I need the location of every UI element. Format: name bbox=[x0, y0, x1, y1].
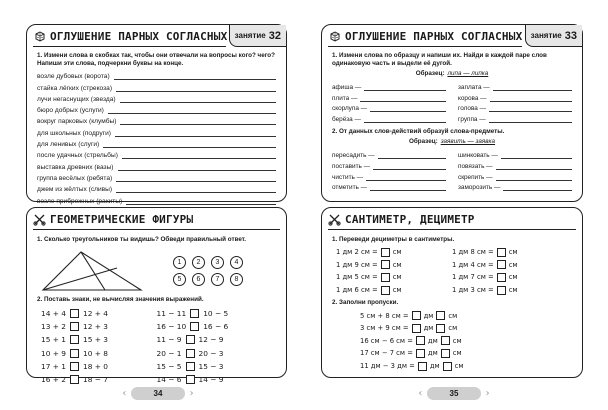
answer-row[interactable]: шинковать — bbox=[458, 148, 572, 159]
card-title: ОГЛУШЕНИЕ ПАРНЫХ СОГЛАСНЫХ bbox=[50, 29, 228, 43]
convert-item: 1 дм 3 см = см bbox=[452, 286, 518, 295]
card-header bbox=[322, 25, 582, 47]
answer-row[interactable]: скрепить — bbox=[458, 170, 572, 181]
answer-row[interactable]: для школьных (подруги) bbox=[37, 125, 276, 136]
answer-box[interactable] bbox=[441, 336, 450, 345]
answer-circle[interactable]: 7 bbox=[211, 273, 224, 286]
answer-row[interactable]: для ленивых (слуги) bbox=[37, 137, 276, 148]
dice-icon bbox=[328, 30, 341, 43]
answer-row[interactable]: повязать — bbox=[458, 159, 572, 170]
answer-circle[interactable]: 6 bbox=[192, 273, 205, 286]
answer-circle[interactable]: 2 bbox=[192, 256, 205, 269]
compare-item: 15 − 5 15 − 3 bbox=[156, 361, 224, 371]
page-footer bbox=[414, 386, 494, 400]
convert-item: 1 дм 8 см = см bbox=[452, 248, 518, 257]
sign-box[interactable] bbox=[70, 362, 79, 371]
convert-item: 1 дм 6 см = см bbox=[336, 286, 402, 295]
compare-item: 14 + 4 12 + 4 bbox=[41, 309, 108, 319]
compare-item: 11 − 9 12 − 9 bbox=[156, 335, 224, 345]
sample-2: Образец: заявить — заявка bbox=[408, 138, 496, 146]
card-title: ГЕОМЕТРИЧЕСКИЕ ФИГУРЫ bbox=[50, 212, 194, 226]
next-arrow-icon[interactable]: › bbox=[485, 387, 490, 399]
compare-item: 16 − 10 16 − 6 bbox=[156, 322, 229, 332]
centimeter-card bbox=[321, 207, 583, 378]
convert-item: 1 дм 9 см = см bbox=[336, 260, 402, 269]
answer-row[interactable]: афиша — bbox=[332, 80, 446, 91]
fill-item: 3 см + 9 см = дм см bbox=[360, 324, 458, 333]
answer-box[interactable] bbox=[497, 260, 506, 269]
sign-box[interactable] bbox=[186, 375, 195, 384]
answer-box[interactable] bbox=[412, 311, 421, 320]
fill-item: 16 см − 6 см = дм см bbox=[360, 336, 462, 345]
answer-row[interactable]: стайка лёгких (стрекоза) bbox=[37, 80, 276, 91]
compare-item: 14 − 6 14 − 9 bbox=[156, 375, 224, 385]
answer-row[interactable]: заморозить — bbox=[458, 181, 572, 192]
answer-box[interactable] bbox=[497, 248, 506, 257]
answer-box[interactable] bbox=[416, 336, 425, 345]
fill-in-list bbox=[322, 309, 582, 372]
answer-circle[interactable]: 1 bbox=[173, 256, 186, 269]
answer-row[interactable]: заплата — bbox=[458, 80, 572, 91]
sign-box[interactable] bbox=[186, 349, 195, 358]
answer-row[interactable]: бюро добрых (услуги) bbox=[37, 103, 276, 114]
lesson-badge: занятие 32 bbox=[229, 25, 286, 47]
answer-box[interactable] bbox=[381, 286, 390, 295]
task-1-text: 1. Сколько треугольников ты видишь? Обведи правильный ответ. bbox=[37, 236, 247, 243]
answer-row[interactable]: пересадить — bbox=[332, 148, 446, 159]
prev-arrow-icon[interactable]: ‹ bbox=[122, 387, 127, 399]
card-title: ОГЛУШЕНИЕ ПАРНЫХ СОГЛАСНЫХ bbox=[345, 29, 523, 43]
compare-item: 20 − 1 20 − 3 bbox=[156, 348, 224, 358]
right-page bbox=[304, 0, 608, 410]
answer-row[interactable]: группа — bbox=[458, 112, 572, 123]
answer-row[interactable]: берёза — bbox=[332, 112, 446, 123]
sign-box[interactable] bbox=[70, 322, 79, 331]
task-2-text: 2. Заполни пропуски. bbox=[332, 299, 399, 307]
page-footer bbox=[118, 386, 198, 400]
pairs-grid-1 bbox=[322, 80, 582, 123]
answer-box[interactable] bbox=[497, 286, 506, 295]
task-2-text: 2. От данных слов-действий образуй слова-предметы. bbox=[332, 128, 505, 136]
answer-row[interactable]: джем из жёлтых (сливы) bbox=[37, 182, 276, 193]
card-title: САНТИМЕТР, ДЕЦИМЕТР bbox=[345, 212, 475, 226]
convert-item: 1 дм 2 см = см bbox=[336, 248, 402, 257]
lesson-32-card bbox=[26, 24, 287, 205]
answer-row[interactable]: выставка древних (вазы) bbox=[37, 159, 276, 170]
compare-item: 15 + 1 15 + 3 bbox=[41, 335, 108, 345]
answer-box[interactable] bbox=[381, 260, 390, 269]
card-header bbox=[27, 25, 286, 47]
sign-box[interactable] bbox=[70, 335, 79, 344]
sign-box[interactable] bbox=[186, 362, 195, 371]
compare-item: 16 + 2 18 − 7 bbox=[41, 375, 108, 385]
page-number: 34 bbox=[131, 387, 186, 400]
answer-choices bbox=[173, 256, 245, 286]
answer-circle[interactable]: 4 bbox=[230, 256, 243, 269]
sign-box[interactable] bbox=[70, 309, 79, 318]
answer-box[interactable] bbox=[436, 311, 445, 320]
convert-item: 1 дм 4 см = см bbox=[452, 260, 518, 269]
answer-box[interactable] bbox=[418, 362, 427, 371]
expression-grid bbox=[27, 307, 286, 386]
fill-item: 11 дм − 3 дм = дм см bbox=[360, 362, 464, 371]
sign-box[interactable] bbox=[70, 375, 79, 384]
answer-box[interactable] bbox=[416, 349, 425, 358]
answer-row[interactable]: плита — bbox=[332, 91, 446, 102]
prev-arrow-icon[interactable]: ‹ bbox=[418, 387, 423, 399]
answer-box[interactable] bbox=[381, 248, 390, 257]
task-2-text: 2. Поставь знаки, не вычисляя значения выражений. bbox=[37, 296, 204, 303]
compare-item: 11 − 11 10 − 5 bbox=[156, 309, 229, 319]
convert-item: 1 дм 7 см = см bbox=[452, 273, 518, 282]
dice-icon bbox=[33, 30, 46, 43]
sign-box[interactable] bbox=[186, 335, 195, 344]
answer-circle[interactable]: 8 bbox=[230, 273, 243, 286]
compare-item: 13 + 2 12 + 3 bbox=[41, 322, 108, 332]
lesson-33-card bbox=[321, 24, 583, 202]
conversion-grid bbox=[322, 246, 582, 296]
answer-row[interactable]: вокруг парковых (клумбы) bbox=[37, 114, 276, 125]
task-1-text: 1. Измени слова по образцу и напиши их. Найди в каждой паре слов одинаковую часть и выдели её дугой. bbox=[332, 52, 547, 67]
answer-circle[interactable]: 5 bbox=[173, 273, 186, 286]
sign-box[interactable] bbox=[190, 309, 199, 318]
triangles-figure bbox=[41, 250, 143, 292]
page-number: 35 bbox=[427, 387, 482, 400]
answer-row[interactable]: голова — bbox=[458, 102, 572, 113]
lesson-number: 32 bbox=[268, 29, 281, 42]
answer-box[interactable] bbox=[436, 324, 445, 333]
pairs-grid-2 bbox=[322, 148, 582, 191]
card-header bbox=[27, 208, 286, 230]
answer-row[interactable]: чистить — bbox=[332, 170, 446, 181]
task-1-text: 1. Измени слова в скобках так, чтобы они отвечали на вопросы кого? чего? Напиши эти слова, подчеркни буквы на конце. bbox=[37, 52, 275, 67]
answer-row[interactable]: возле прибрежных (ракиты) bbox=[37, 193, 276, 204]
compare-item: 10 + 9 10 + 8 bbox=[41, 348, 108, 358]
card-header bbox=[322, 208, 582, 230]
answer-row[interactable]: возле дубовых (ворота) bbox=[37, 69, 276, 80]
scissors-icon bbox=[33, 213, 46, 226]
answer-row[interactable]: поставить — bbox=[332, 159, 446, 170]
fill-item: 17 см − 7 см = дм см bbox=[360, 349, 462, 358]
next-arrow-icon[interactable]: › bbox=[189, 387, 194, 399]
word-rows bbox=[27, 69, 286, 205]
sample-1: Образец: липа — липка bbox=[415, 70, 489, 77]
answer-row[interactable]: группа весёлых (ребята) bbox=[37, 171, 276, 182]
answer-row[interactable]: скорлупа — bbox=[332, 102, 446, 113]
answer-box[interactable] bbox=[441, 349, 450, 358]
answer-row[interactable]: корова — bbox=[458, 91, 572, 102]
answer-row[interactable]: лучи негаснущих (звезда) bbox=[37, 92, 276, 103]
answer-circle[interactable]: 3 bbox=[211, 256, 224, 269]
answer-box[interactable] bbox=[381, 273, 390, 282]
sign-box[interactable] bbox=[190, 322, 199, 331]
scissors-icon bbox=[328, 213, 341, 226]
answer-box[interactable] bbox=[412, 324, 421, 333]
compare-item: 17 + 1 18 + 0 bbox=[41, 361, 108, 371]
fill-item: 5 см + 8 см = дм см bbox=[360, 311, 458, 320]
answer-box[interactable] bbox=[497, 273, 506, 282]
answer-box[interactable] bbox=[443, 362, 452, 371]
task-1-text: 1. Переведи дециметры в сантиметры. bbox=[332, 236, 455, 243]
lesson-badge: занятие 33 bbox=[525, 25, 582, 47]
geometry-card bbox=[26, 207, 287, 385]
sign-box[interactable] bbox=[70, 349, 79, 358]
lesson-number: 33 bbox=[564, 29, 577, 42]
answer-row[interactable]: отметить — bbox=[332, 181, 446, 192]
convert-item: 1 дм 5 см = см bbox=[336, 273, 402, 282]
answer-row[interactable]: после удачных (стрельбы) bbox=[37, 148, 276, 159]
